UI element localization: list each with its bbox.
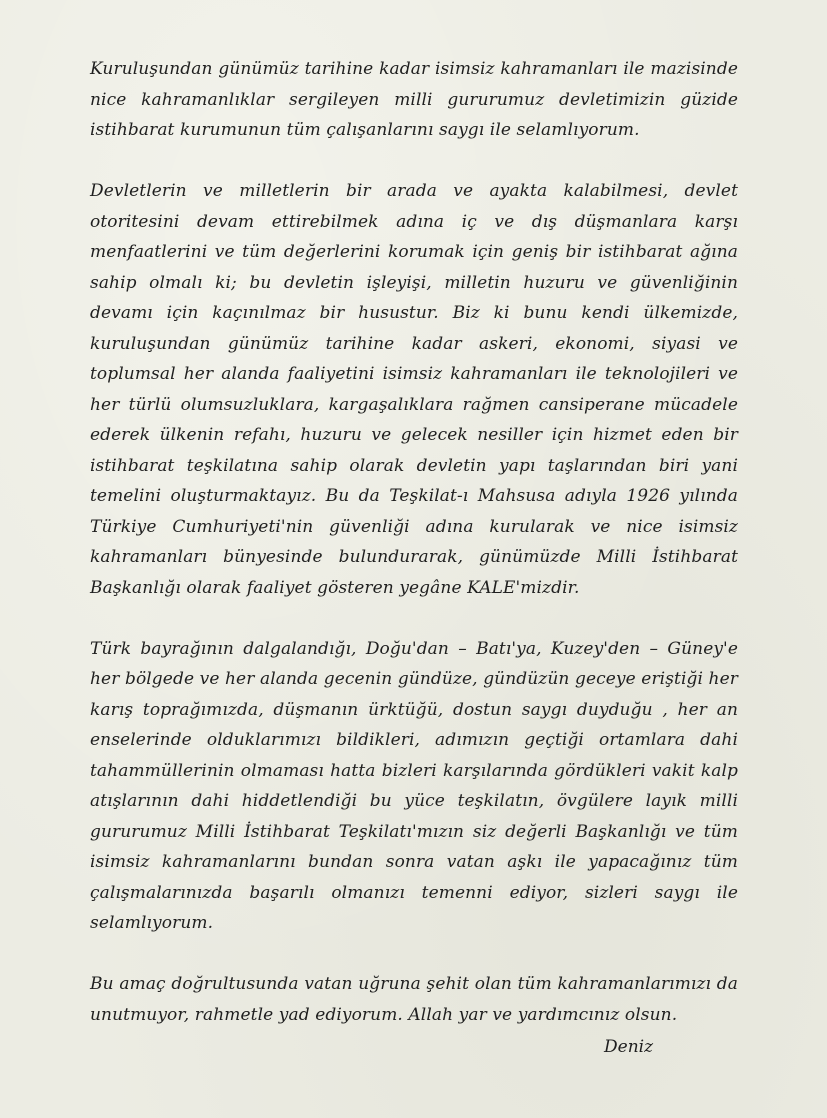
letter-body	[90, 54, 738, 1061]
signature: Deniz	[604, 1037, 654, 1057]
paragraph-greeting: Kuruluşundan günümüz tarihine kadar isimsiz kahramanları ile mazisinde nice kahramanlıklar sergileyen milli gururumuz devletimizin güzide istihbarat kurumunun tüm çalışanlarını saygı ile selamlıyorum.	[90, 59, 738, 140]
paragraph-closing: Bu amaç doğrultusunda vatan uğruna şehit olan tüm kahramanlarımızı da unutmuyor, rahmetle yad ediyorum. Allah yar ve yardımcınız olsun.	[90, 974, 738, 1025]
paragraph-history: Devletlerin ve milletlerin bir arada ve ayakta kalabilmesi, devlet otoritesini devam ettirebilmek adına iç ve dış düşmanlara karşı menfaatlerini ve tüm değerlerini korumak için geniş bir istihbarat ağına sahip olmalı ki; bu devletin işleyişi, milletin huzuru ve güvenliğinin devamı için kaçınılmaz bir husustur. Biz ki bunu kendi ülkemizde, kuruluşundan günümüz tarihine kadar askeri, ekonomi, siyasi ve toplumsal her alanda faaliyetini isimsiz kahramanları ile teknolojileri ve her türlü olumsuzluklara, kargaşalıklara rağmen cansiperane mücadele ederek ülkenin refahı, huzuru ve gelecek nesiller için hizmet eden bir istihbarat teşkilatına sahip olarak devletin yapı taşlarından biri yani temelini oluşturmaktayız. Bu da Teşkilat-ı Mahsusa adıyla 1926 yılında Türkiye Cumhuriyeti'nin güvenliği adına kurularak ve nice isimsiz kahramanları bünyesinde bulundurarak, günümüzde Milli İstihbarat Başkanlığı olarak faaliyet gösteren yegâne KALE'mizdir.	[90, 181, 738, 598]
paragraph-tribute: Türk bayrağının dalgalandığı, Doğu'dan – Batı'ya, Kuzey'den – Güney'e her bölgede ve her alanda gecenin gündüze, gündüzün geceye eriştiği her karış toprağımızda, düşmanın ürktüğü, dostun saygı duyduğu , her an enselerinde olduklarımızı bildikleri, adımızın geçtiği ortamlara dahi tahammüllerinin olmaması hatta bizleri karşılarında gördükleri vakit kalp atışlarının dahi hiddetlendiği bu yüce teşkilatın, övgülere layık milli gururumuz Milli İstihbarat Teşkilatı'mızın siz değerli Başkanlığı ve tüm isimsiz kahramanlarını bundan sonra vatan aşkı ile yapacağınız tüm çalışmalarınızda başarılı olmanızı temenni ediyor, sizleri saygı ile selamlıyorum.	[90, 638, 738, 933]
